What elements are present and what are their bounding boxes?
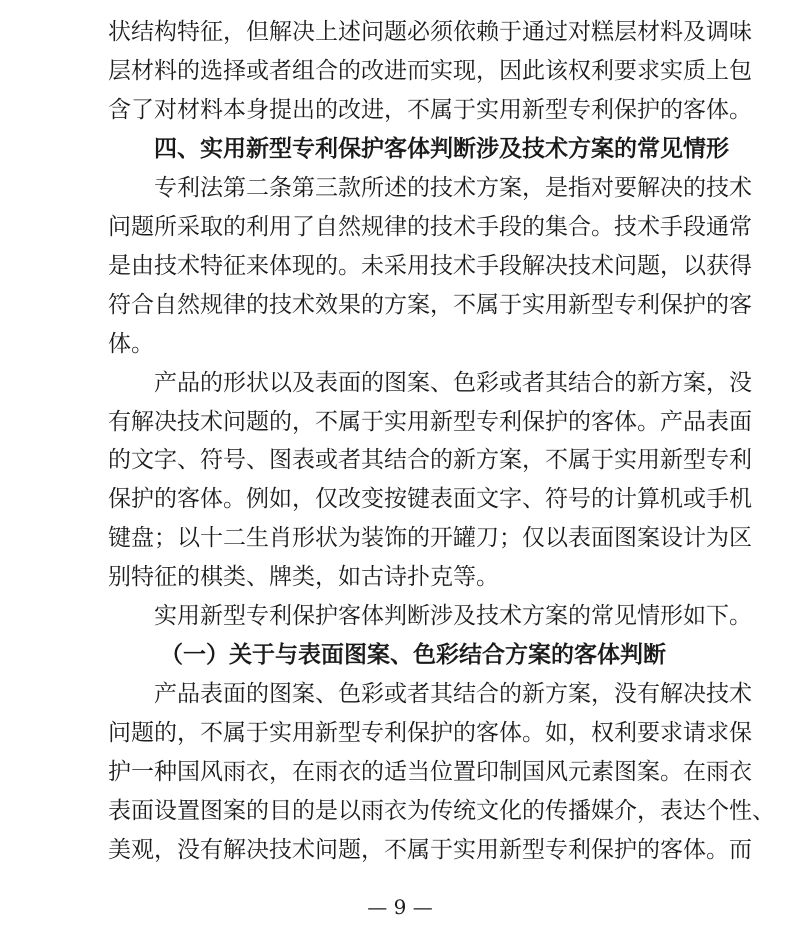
body-text-line: 实用新型专利保护客体判断涉及技术方案的常见情形如下。 [154, 603, 752, 629]
subsection-heading: （一）关于与表面图案、色彩结合方案的客体判断 [160, 642, 666, 668]
body-text-line: 是由技术特征来体现的。未采用技术手段解决技术问题，以获得 [108, 253, 752, 279]
body-text-line: 美观，没有解决技术问题，不属于实用新型专利保护的客体。而 [108, 837, 752, 863]
body-text-line: 有解决技术问题的，不属于实用新型专利保护的客体。产品表面 [108, 409, 752, 435]
body-text-line: 表面设置图案的目的是以雨衣为传统文化的传播媒介，表达个性、 [108, 798, 775, 824]
body-text-line: 别特征的棋类、牌类，如古诗扑克等。 [108, 564, 499, 590]
body-text-line: 状结构特征，但解决上述问题必须依赖于通过对糕层材料及调味 [108, 19, 752, 45]
body-text-line: 键盘；以十二生肖形状为装饰的开罐刀；仅以表面图案设计为区 [108, 525, 752, 551]
body-text-line: 符合自然规律的技术效果的方案，不属于实用新型专利保护的客 [108, 292, 752, 318]
body-text-line: 问题所采取的利用了自然规律的技术手段的集合。技术手段通常 [108, 214, 752, 240]
body-text-line: 专利法第二条第三款所述的技术方案，是指对要解决的技术 [154, 175, 752, 201]
page-number: — 9 — [367, 895, 433, 919]
body-text-line: 护一种国风雨衣，在雨衣的适当位置印制国风元素图案。在雨衣 [108, 759, 752, 785]
body-text-line: 保护的客体。例如，仅改变按键表面文字、符号的计算机或手机 [108, 486, 752, 512]
body-text-line: 产品的形状以及表面的图案、色彩或者其结合的新方案，没 [154, 370, 752, 396]
body-text-line: 含了对材料本身提出的改进，不属于实用新型专利保护的客体。 [108, 97, 752, 123]
body-text-line: 问题的，不属于实用新型专利保护的客体。如，权利要求请求保 [108, 720, 752, 746]
body-text-line: 层材料的选择或者组合的改进而实现，因此该权利要求实质上包 [108, 58, 752, 84]
body-text-line: 产品表面的图案、色彩或者其结合的新方案，没有解决技术 [154, 681, 752, 707]
body-text-line: 的文字、符号、图表或者其结合的新方案，不属于实用新型专利 [108, 447, 752, 473]
section-heading: 四、实用新型专利保护客体判断涉及技术方案的常见情形 [154, 136, 729, 162]
body-text-line: 体。 [108, 331, 154, 357]
